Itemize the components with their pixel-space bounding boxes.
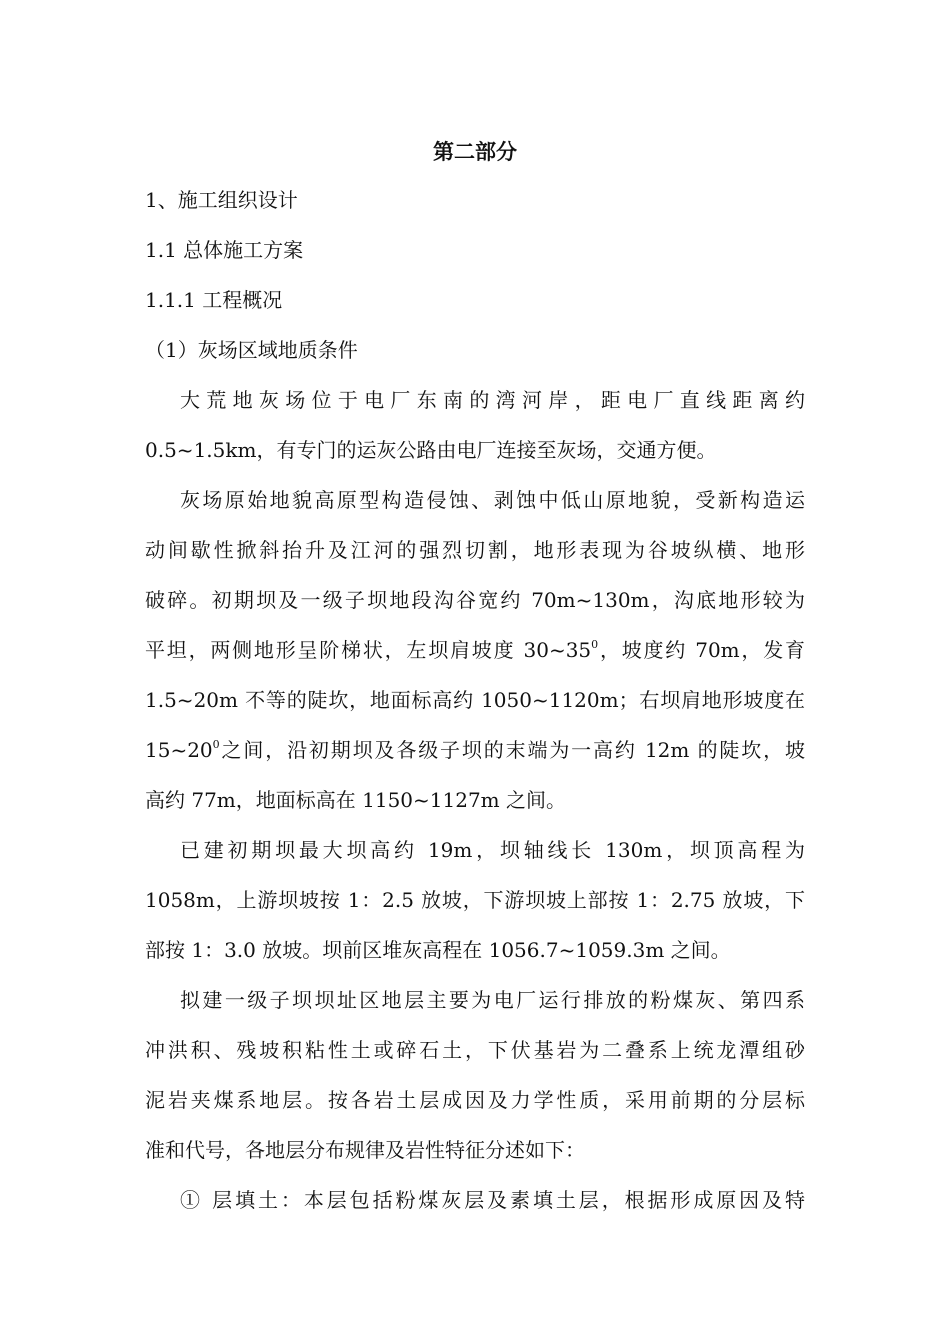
degree-superscript: 0 [591, 638, 599, 651]
paragraph-2-line-5: 1.5~20m 不等的陡坎，地面标高约 1050~1120m；右坝肩地形坡度在 [145, 688, 805, 712]
paragraph-2-line-6 [145, 734, 805, 770]
paragraph-2-line-4-text-b: ，坡度约 70m，发育 [598, 638, 805, 662]
paragraph-2-line-4 [145, 634, 805, 670]
paragraph-3-line-2: 1058m，上游坝坡按 1：2.5 放坡，下游坝坡上部按 1：2.75 放坡，下 [145, 888, 805, 912]
paragraph-2-line-1: 灰场原始地貌高原型构造侵蚀、剥蚀中低山原地貌，受新构造运 [180, 488, 805, 512]
paragraph-4-line-3: 泥岩夹煤系地层。按各岩土层成因及力学性质，采用前期的分层标 [145, 1088, 805, 1112]
paragraph-1-line-1: 大荒地灰场位于电厂东南的湾河岸，距电厂直线距离约 [180, 388, 805, 412]
paragraph-2-line-6-text-b: 之间，沿初期坝及各级子坝的末端为一高约 12m 的陡坎，坡 [219, 738, 805, 762]
paragraph-2-line-2: 动间歇性掀斜抬升及江河的强烈切割，地形表现为谷坡纵横、地形 [145, 538, 805, 562]
degree-superscript: 0 [212, 738, 220, 751]
heading-level-3: 1.1.1 工程概况 [145, 288, 283, 312]
paragraph-5-line-1: ① 层填土：本层包括粉煤灰层及素填土层，根据形成原因及特 [180, 1188, 805, 1212]
paragraph-3-line-3: 部按 1：3.0 放坡。坝前区堆灰高程在 1056.7~1059.3m 之间。 [145, 938, 731, 962]
paragraph-3-line-1: 已建初期坝最大坝高约 19m，坝轴线长 130m，坝顶高程为 [180, 838, 805, 862]
heading-level-2: 1.1 总体施工方案 [145, 238, 304, 262]
paragraph-4-line-1: 拟建一级子坝坝址区地层主要为电厂运行排放的粉煤灰、第四系 [180, 988, 805, 1012]
heading-level-1: 1、施工组织设计 [145, 188, 298, 212]
paragraph-2-line-3: 破碎。初期坝及一级子坝地段沟谷宽约 70m~130m，沟底地形较为 [145, 588, 805, 612]
paragraph-1-line-2: 0.5~1.5km，有专门的运灰公路由电厂连接至灰场，交通方便。 [145, 438, 717, 462]
paragraph-2-line-7: 高约 77m，地面标高在 1150~1127m 之间。 [145, 788, 567, 812]
paragraph-2-line-6-text-a: 15~20 [145, 738, 213, 762]
paragraph-4-line-4: 准和代号，各地层分布规律及岩性特征分述如下： [145, 1138, 585, 1162]
page-title: 第二部分 [433, 139, 517, 164]
heading-level-4: （1）灰场区域地质条件 [145, 338, 358, 362]
paragraph-4-line-2: 冲洪积、残坡积粘性土或碎石土，下伏基岩为二叠系上统龙潭组砂 [145, 1038, 805, 1062]
paragraph-2-line-4-text-a: 平坦，两侧地形呈阶梯状，左坝肩坡度 30~35 [145, 638, 592, 662]
